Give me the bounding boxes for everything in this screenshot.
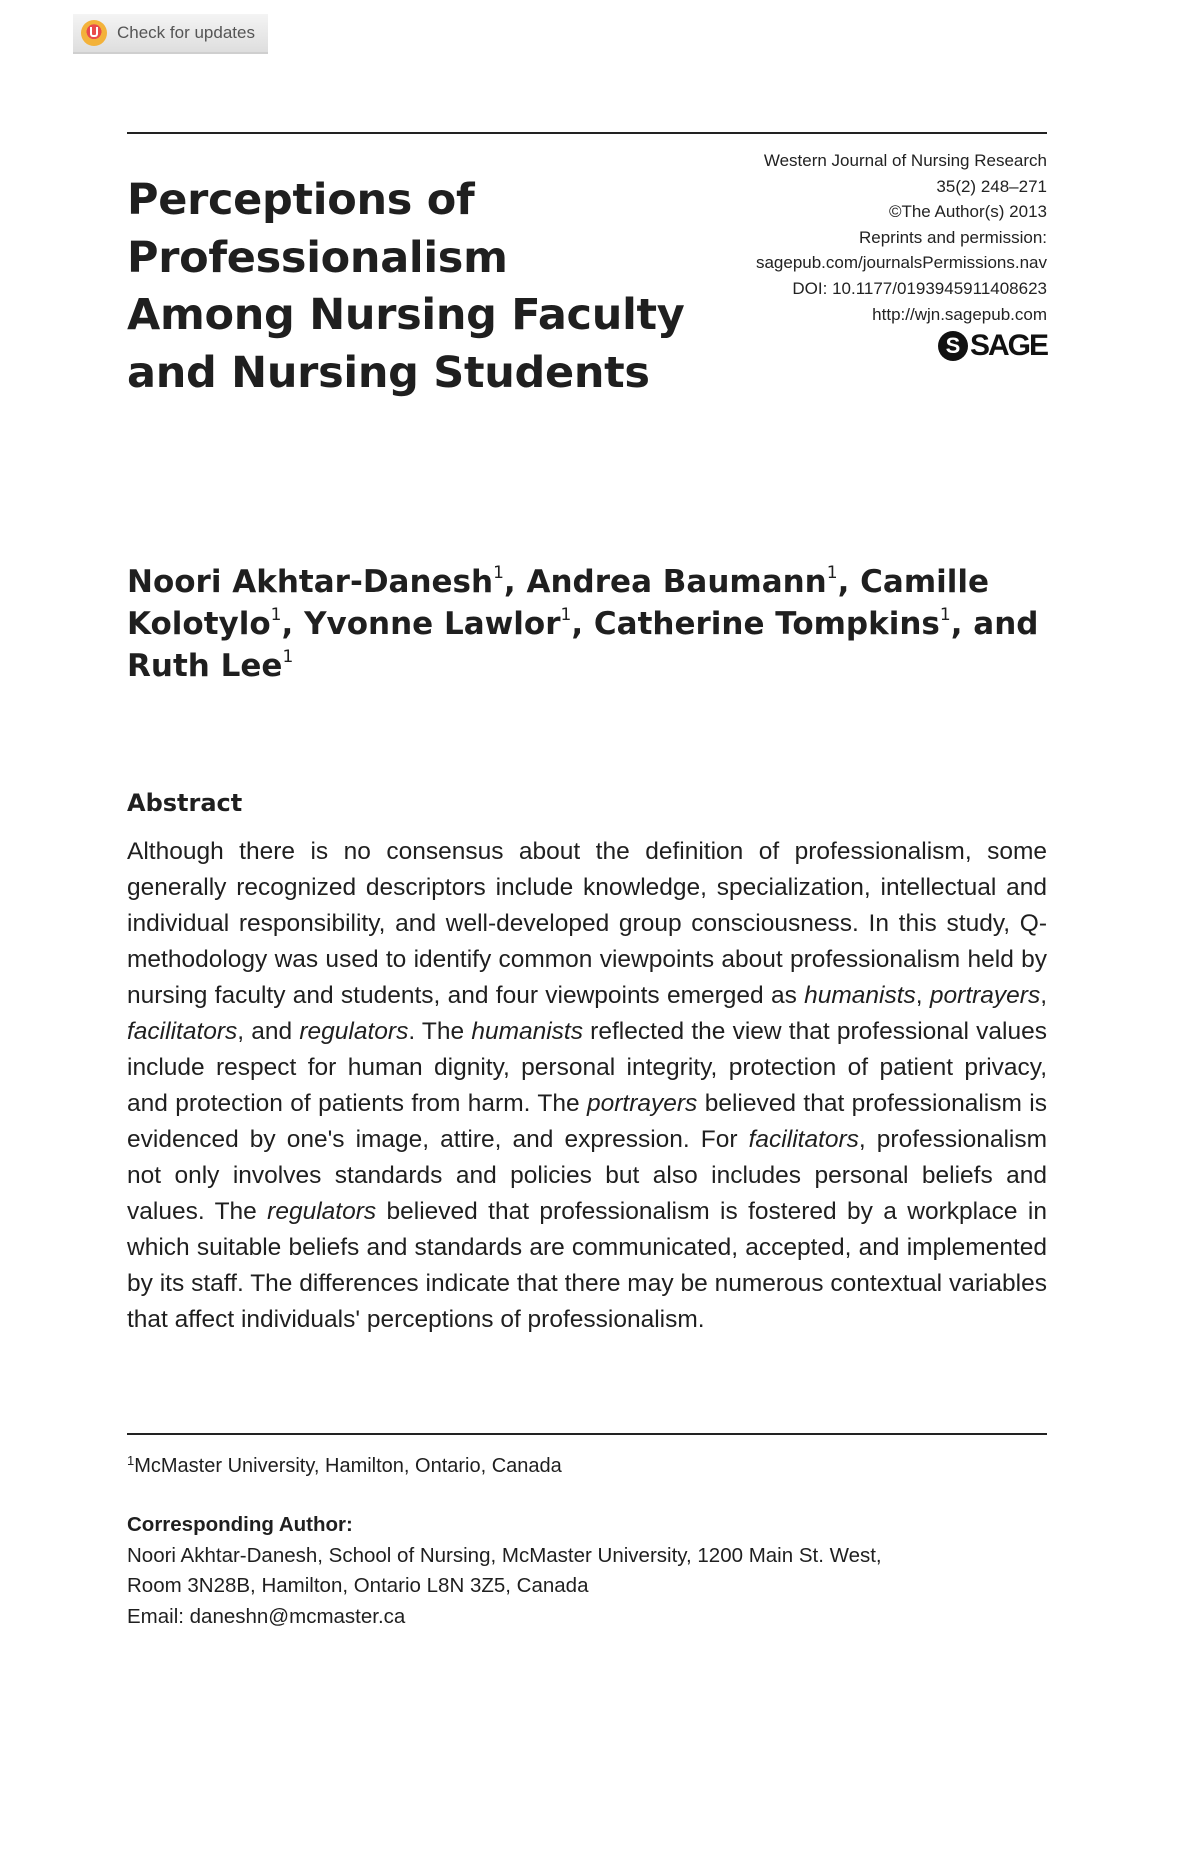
sage-logo-icon: S — [938, 331, 968, 361]
author-separator: , — [281, 606, 305, 642]
corresponding-email[interactable]: Email: daneshn@mcmaster.ca — [127, 1604, 406, 1628]
abstract-term: facilitators — [127, 1018, 238, 1045]
abstract-body — [127, 834, 1047, 1338]
author-name: Noori Akhtar-Danesh — [127, 564, 494, 600]
author-name: Yvonne Lawlor — [304, 606, 561, 642]
abstract-text: , — [915, 982, 930, 1009]
abstract-text: , and — [237, 1018, 300, 1045]
corresponding-label: Corresponding Author: — [127, 1513, 353, 1536]
abstract-term: humanists — [471, 1018, 583, 1045]
author-separator: , — [503, 564, 527, 600]
affiliation-footnote — [127, 1451, 1047, 1481]
author-name: Ruth Lee — [127, 648, 283, 684]
corresponding-author — [127, 1510, 1047, 1632]
header-rule — [127, 132, 1047, 134]
abstract-term: regulators — [299, 1018, 409, 1045]
sage-logo — [938, 331, 1047, 361]
journal-reprints: Reprints and permission: — [858, 227, 1047, 247]
author-affiliation-marker: 1 — [282, 647, 294, 667]
abstract-term: regulators — [267, 1198, 377, 1225]
article-title: Perceptions of Professionalism Among Nursing Faculty and Nursing Students — [127, 175, 685, 398]
abstract-text: , professionalism not only involves standards and policies but also includes personal beliefs and values. The — [127, 1126, 1048, 1225]
journal-volume: 35(2) 248–271 — [936, 176, 1047, 196]
journal-copyright: ©The Author(s) 2013 — [888, 202, 1047, 222]
affiliation-text: McMaster University, Hamilton, Ontario, Canada — [134, 1455, 562, 1477]
footnote-rule — [127, 1433, 1047, 1435]
author-list — [127, 561, 1047, 687]
author-separator: , — [571, 606, 594, 642]
author-separator: , and — [950, 606, 1039, 642]
abstract-text: reflected the view that professional values include respect for human dignity, personal integrity, protection of patient privacy, and protection of patients from harm. The — [127, 1018, 1047, 1117]
abstract-term: portrayers — [929, 982, 1041, 1009]
author-name: Catherine Tompkins — [593, 606, 940, 642]
corresponding-line-1: Noori Akhtar-Danesh, School of Nursing, McMaster University, 1200 Main St. West, — [127, 1543, 882, 1567]
journal-permissions-link[interactable]: sagepub.com/journalsPermissions.nav — [755, 253, 1047, 273]
journal-site-link[interactable]: http://wjn.sagepub.com — [872, 304, 1047, 324]
abstract-text: . The — [408, 1018, 472, 1045]
journal-meta — [627, 148, 1047, 361]
author-affiliation-marker: 1 — [493, 563, 504, 583]
author-affiliation-marker: 1 — [270, 605, 282, 625]
affiliation-marker: 1 — [127, 1453, 135, 1468]
author-affiliation-marker: 1 — [939, 605, 951, 625]
author-name: Camille Kolotylo — [127, 564, 990, 642]
check-updates-label: Check for updates — [117, 23, 255, 42]
abstract-text: , — [1040, 982, 1048, 1009]
abstract-term: portrayers — [587, 1090, 698, 1117]
author-affiliation-marker: 1 — [826, 563, 838, 583]
abstract-heading: Abstract — [127, 789, 243, 817]
check-updates-icon — [81, 20, 107, 46]
corresponding-line-2: Room 3N28B, Hamilton, Ontario L8N 3Z5, Canada — [127, 1574, 589, 1597]
author-separator: , — [837, 564, 861, 600]
abstract-text: believed that professionalism is fostered by a workplace in which suitable beliefs and standards are communicated, accepted, and implemented by its staff. The differences indicate that there may be numerous contextual variables that affect individuals' perceptions of professionalism. — [127, 1198, 1048, 1333]
author-name: Andrea Baumann — [526, 564, 827, 600]
abstract-term: humanists — [804, 982, 916, 1009]
journal-doi[interactable]: DOI: 10.1177/0193945911408623 — [792, 278, 1047, 298]
check-for-updates-button[interactable] — [73, 14, 268, 54]
abstract-term: facilitators — [748, 1126, 859, 1153]
sage-logo-text: SAGE — [969, 329, 1047, 363]
author-affiliation-marker: 1 — [560, 605, 572, 625]
abstract-text: believed that professionalism is evidenced by one's image, attire, and expression. For — [127, 1090, 1047, 1153]
journal-name: Western Journal of Nursing Research — [763, 151, 1047, 170]
abstract-text: Although there is no consensus about the definition of professionalism, some generally recognized descriptors include knowledge, specialization, intellectual and individual responsibility, and well-developed group consciousness. In this study, Q-methodology was used to identify common viewpoints about professionalism held by nursing faculty and students, and four viewpoints emerged as — [127, 838, 1047, 1009]
